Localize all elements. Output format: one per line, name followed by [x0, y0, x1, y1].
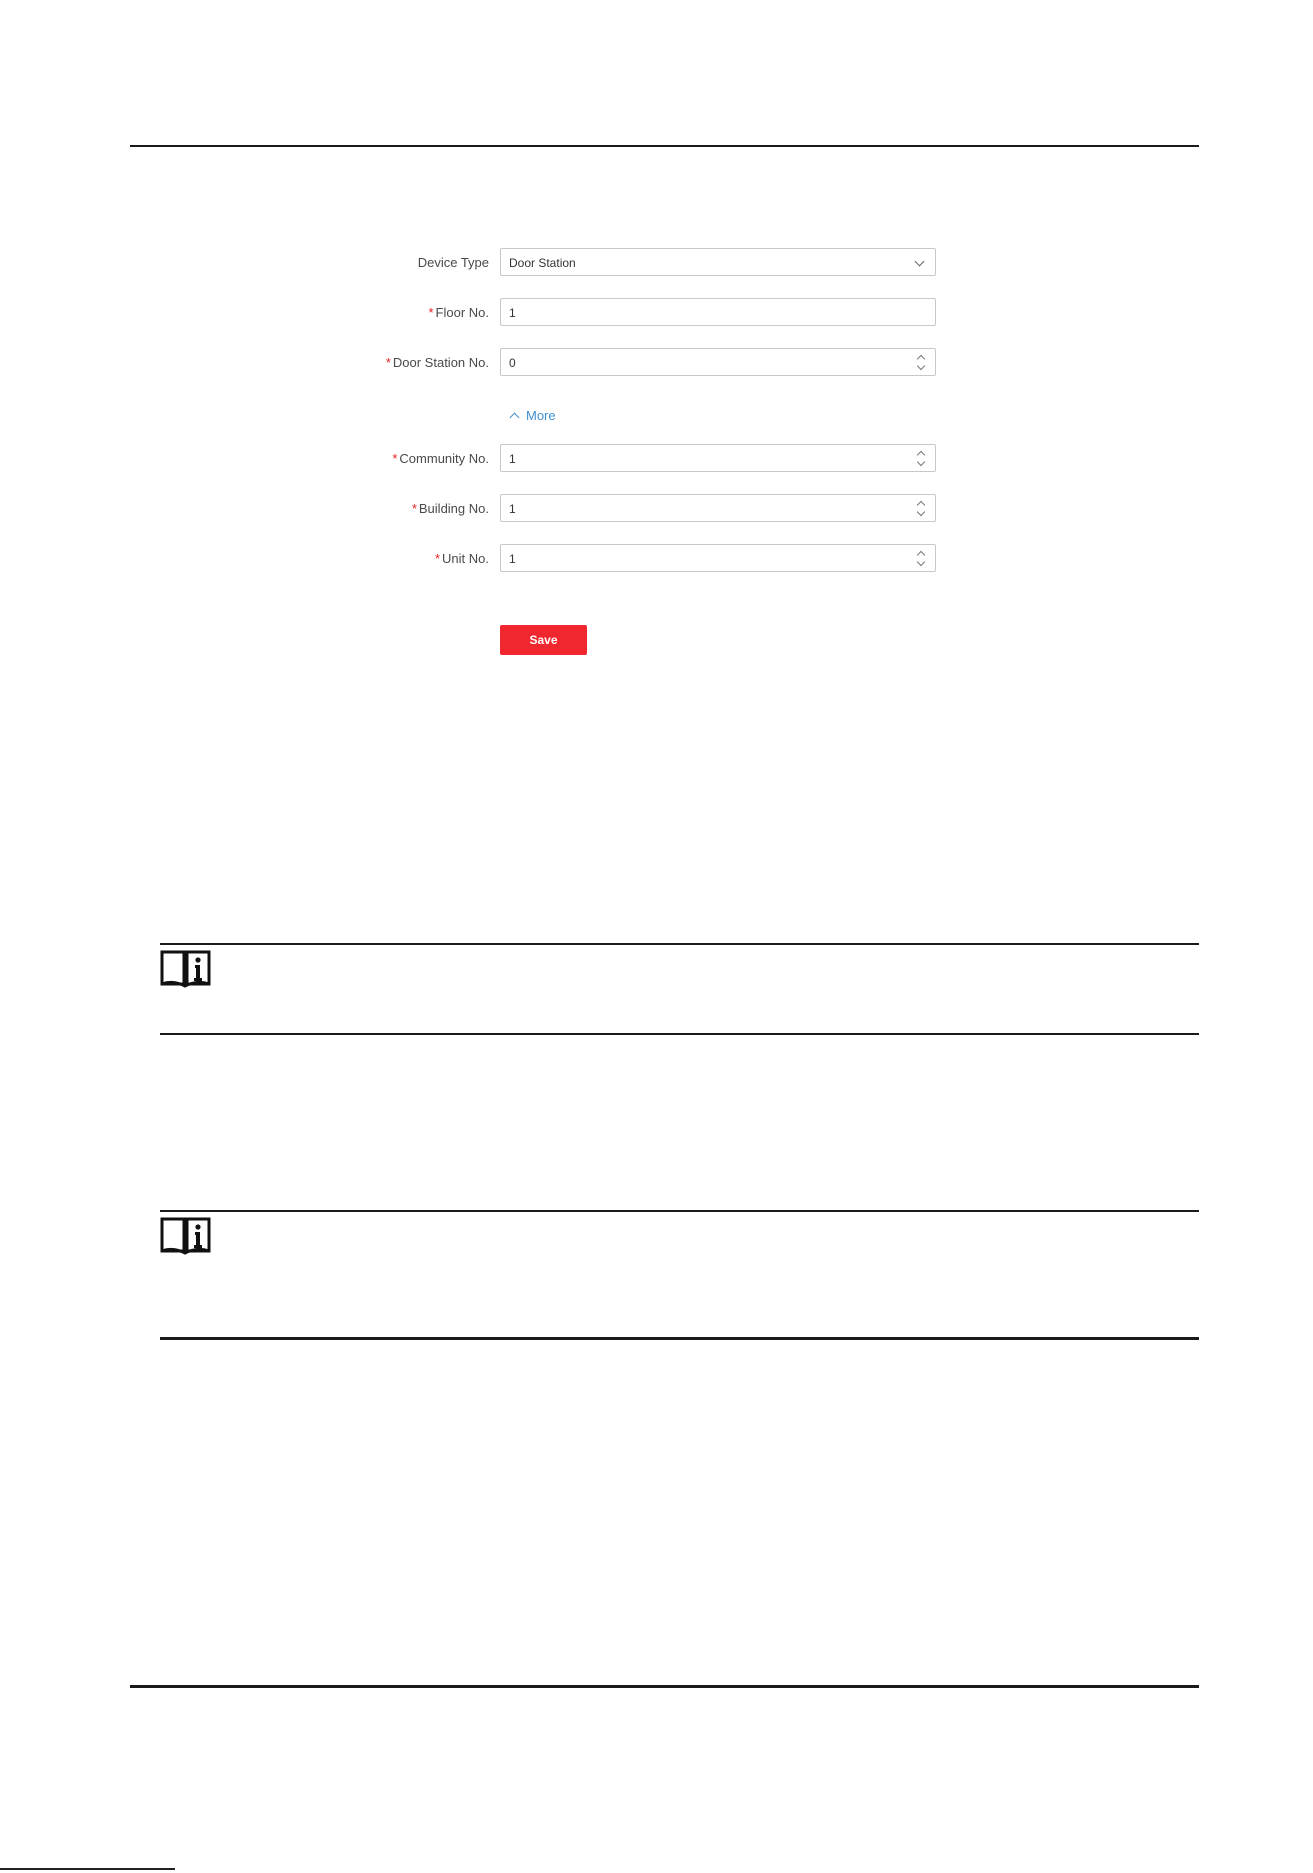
book-info-icon [160, 1217, 211, 1255]
device-type-value: Door Station [509, 256, 576, 270]
note-1-top-rule [160, 943, 1199, 945]
unit-no-stepper[interactable] [500, 544, 936, 572]
community-no-value: 1 [509, 452, 516, 466]
required-mark: * [434, 551, 441, 566]
community-no-stepper[interactable] [500, 444, 936, 472]
unit-no-row [0, 544, 1313, 574]
more-toggle-label: More [526, 408, 556, 423]
footer-rule [130, 1685, 1199, 1688]
floor-no-row [0, 298, 1313, 328]
stepper-arrows-icon[interactable] [915, 352, 927, 374]
chevron-down-icon [915, 257, 925, 267]
community-no-label: * Community No. [392, 451, 489, 466]
required-mark: * [428, 305, 434, 320]
community-no-row [0, 444, 1313, 474]
door-station-no-label: * Door Station No. [385, 355, 489, 370]
stepper-arrows-icon[interactable] [915, 548, 927, 570]
door-station-no-stepper[interactable] [500, 348, 936, 376]
floor-no-value: 1 [509, 306, 516, 320]
building-no-stepper[interactable] [500, 494, 936, 522]
floor-no-input[interactable] [500, 298, 936, 326]
required-mark: * [385, 355, 391, 370]
required-mark: * [411, 501, 417, 516]
device-type-select[interactable] [500, 248, 936, 276]
required-mark: * [392, 451, 398, 466]
more-toggle[interactable] [508, 408, 556, 423]
building-no-row [0, 494, 1313, 524]
door-station-no-row [0, 348, 1313, 378]
save-button[interactable]: Save [500, 625, 587, 655]
device-type-label: Device Type [417, 255, 489, 270]
floor-no-label: * Floor No. [428, 305, 489, 320]
stepper-arrows-icon[interactable] [915, 498, 927, 520]
book-info-icon [160, 950, 211, 988]
door-station-no-value: 0 [509, 356, 516, 370]
note-1-bottom-rule [160, 1033, 1199, 1035]
note-2-top-rule [160, 1210, 1199, 1212]
building-no-label: * Building No. [411, 501, 489, 516]
chevron-up-icon [510, 413, 520, 423]
header-rule [130, 145, 1199, 147]
unit-no-label: * Unit No. [434, 551, 489, 566]
building-no-value: 1 [509, 502, 516, 516]
footer-strip [0, 1868, 175, 1870]
note-2-bottom-rule [160, 1337, 1199, 1340]
stepper-arrows-icon[interactable] [915, 448, 927, 470]
unit-no-value: 1 [509, 552, 516, 566]
device-type-row [0, 248, 1313, 278]
